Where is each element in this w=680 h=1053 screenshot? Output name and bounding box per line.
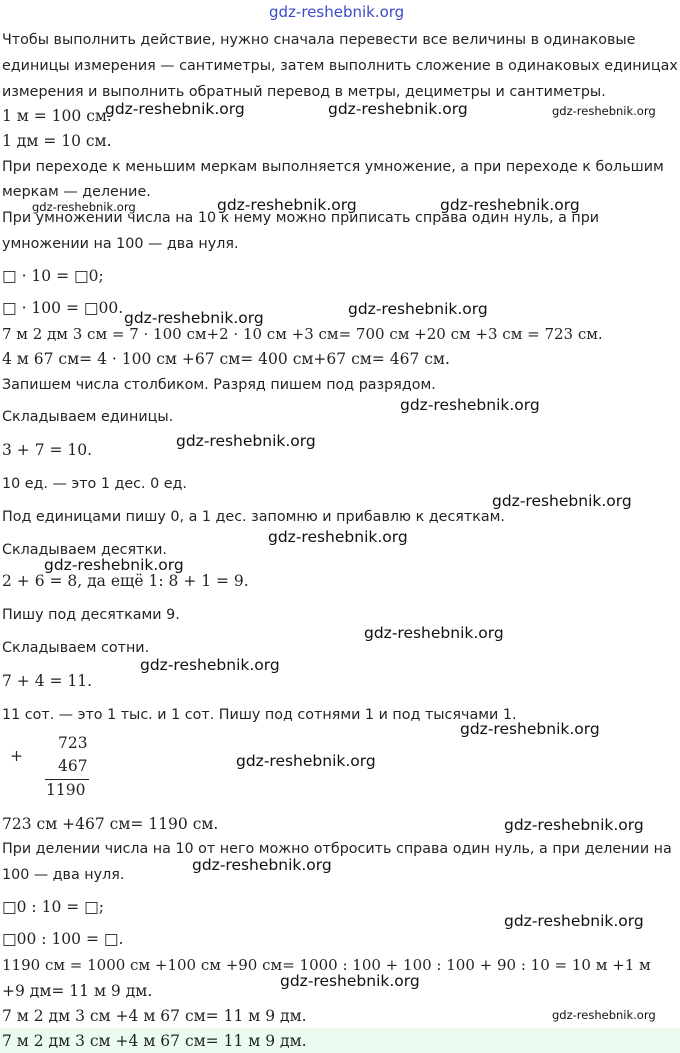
watermark: gdz-reshebnik.org (552, 1008, 656, 1022)
equation-line: 7 м 2 дм 3 см +4 м 67 см= 11 м 9 дм. (2, 1007, 307, 1025)
text-line: Складываем единицы. (2, 409, 174, 425)
watermark: gdz-reshebnik.org (44, 556, 184, 574)
equation-line: 1 м = 100 см. (2, 107, 112, 125)
equation-line: 3 + 7 = 10. (2, 441, 93, 459)
watermark: gdz-reshebnik.org (492, 492, 632, 510)
text-line: меркам — деление. (2, 184, 151, 200)
watermark: gdz-reshebnik.org (32, 200, 136, 214)
text-line: Пишу под десятками 9. (2, 607, 180, 623)
watermark: gdz-reshebnik.org (236, 752, 376, 770)
watermark: gdz-reshebnik.org (140, 656, 280, 674)
equation-line: 723 см +467 см= 1190 см. (2, 815, 219, 833)
text-line: При делении числа на 10 от него можно отбросить справа один нуль, а при делении на (2, 841, 672, 857)
watermark: gdz-reshebnik.org (400, 396, 540, 414)
equation-line: 2 + 6 = 8, да ещё 1: 8 + 1 = 9. (2, 572, 249, 590)
watermark-top: gdz-reshebnik.org (269, 3, 405, 21)
text-line: измерения и выполнить обратный перевод в метры, дециметры и сантиметры. (2, 84, 606, 100)
equation-line: 4 м 67 см= 4 · 100 см +67 см= 400 см+67 см= 467 см. (2, 350, 450, 368)
answer-line: 7 м 2 дм 3 см +4 м 67 см= 11 м 9 дм. (2, 1032, 307, 1050)
text-line: Запишем числа столбиком. Разряд пишем под разрядом. (2, 377, 436, 393)
text-line: При переходе к меньшим меркам выполняется умножение, а при переходе к большим (2, 159, 664, 175)
text-line: Складываем десятки. (2, 542, 167, 558)
text-line: 100 — два нуля. (2, 867, 125, 883)
equation-line: □00 : 100 = □. (2, 930, 124, 948)
text-line: умножении на 100 — два нуля. (2, 236, 239, 252)
watermark: gdz-reshebnik.org (192, 856, 332, 874)
equation-line: +9 дм= 11 м 9 дм. (2, 982, 153, 1000)
watermark: gdz-reshebnik.org (105, 100, 245, 118)
column-sum: 1190 (46, 781, 86, 799)
equation-line: 7 м 2 дм 3 см = 7 · 100 см+2 · 10 см +3 см= 700 см +20 см +3 см = 723 см. (2, 325, 603, 343)
watermark: gdz-reshebnik.org (328, 100, 468, 118)
watermark: gdz-reshebnik.org (440, 196, 580, 214)
text-line: Чтобы выполнить действие, нужно сначала перевести все величины в одинаковые (2, 32, 636, 48)
watermark: gdz-reshebnik.org (217, 196, 357, 214)
equation-line: □ · 100 = □00. (2, 299, 124, 317)
watermark: gdz-reshebnik.org (504, 816, 644, 834)
text-line: 10 ед. — это 1 дес. 0 ед. (2, 476, 187, 492)
text-line: При умножении числа на 10 к нему можно приписать справа один нуль, а при (2, 210, 600, 226)
column-addend-1: 723 (58, 734, 88, 752)
watermark: gdz-reshebnik.org (124, 309, 264, 327)
watermark: gdz-reshebnik.org (552, 104, 656, 118)
column-operator: + (10, 747, 23, 765)
column-addend-2: 467 (58, 757, 88, 775)
watermark: gdz-reshebnik.org (176, 432, 316, 450)
text-line: Под единицами пишу 0, а 1 дес. запомню и прибавлю к десяткам. (2, 509, 505, 525)
text-line: Складываем сотни. (2, 640, 150, 656)
equation-line: 1190 см = 1000 см +100 см +90 см= 1000 : 100 + 100 : 100 + 90 : 10 = 10 м +1 м (2, 956, 651, 974)
watermark: gdz-reshebnik.org (268, 528, 408, 546)
text-line: 11 сот. — это 1 тыс. и 1 сот. Пишу под сотнями 1 и под тысячами 1. (2, 707, 517, 723)
equation-line: 1 дм = 10 см. (2, 132, 112, 150)
equation-line: □0 : 10 = □; (2, 898, 105, 916)
watermark: gdz-reshebnik.org (504, 912, 644, 930)
watermark: gdz-reshebnik.org (460, 720, 600, 738)
text-line: единицы измерения — сантиметры, затем выполнить сложение в одинаковых единицах (2, 58, 678, 74)
equation-line: □ · 10 = □0; (2, 267, 104, 285)
watermark: gdz-reshebnik.org (280, 972, 420, 990)
watermark: gdz-reshebnik.org (348, 300, 488, 318)
equation-line: 7 + 4 = 11. (2, 672, 93, 690)
watermark: gdz-reshebnik.org (364, 624, 504, 642)
